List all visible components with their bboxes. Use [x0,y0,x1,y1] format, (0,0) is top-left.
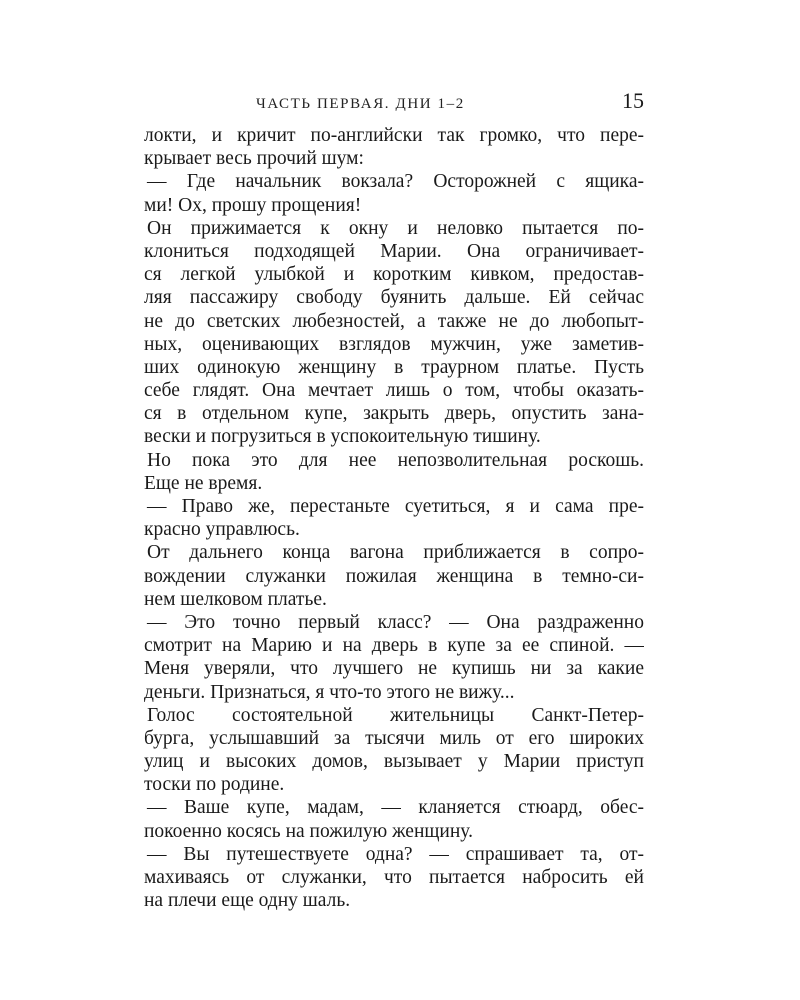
text-line: ляя пассажиру свободу буянить дальше. Ей сейчас [144,287,644,309]
text-line: крывает весь прочий шум: [144,148,364,170]
text-line: От дальнего конца вагона приближается в сопро- [147,542,644,564]
text-line: махиваясь от служанки, что пытается набросить ей [144,867,644,888]
text-line: — Ваше купе, мадам, — кланяется стюард, обес- [147,797,644,819]
text-line: вески и погрузиться в успокоительную тишину. [144,426,541,448]
text-line: — Это точно первый класс? — Она раздраженно [147,611,644,633]
text-line: Но пока это для нее непозволительная роскошь. [147,449,644,471]
text-line: Голос состоятельной жительницы Санкт-Петер- [147,704,644,726]
text-line: — Где начальник вокзала? Осторожней с ящика- [147,171,644,193]
text-line: ся в отдельном купе, закрыть дверь, опустить зана- [144,403,644,425]
text-line: локти, и кричит по-английски так громко, что пере- [144,125,644,146]
text-line: деньги. Признаться, я что-то этого не вижу... [144,681,515,703]
text-line: улиц и высоких домов, вызывает у Марии приступ [144,751,644,773]
text-line: бурга, услышавший за тысячи миль от его широких [144,727,644,749]
text-line: тоски по родине. [144,774,285,796]
running-head: ЧАСТЬ ПЕРВАЯ. ДНИ 1–2 [256,96,465,112]
body-text [144,124,644,912]
text-line: Он прижимается к окну и неловко пытается по- [147,217,644,239]
text-line: клониться подходящей Марии. Она ограничивает- [144,240,644,262]
text-line: Меня уверяли, что лучшего не купишь ни за какие [144,658,644,680]
text-line: Еще не время. [144,472,263,494]
text-line: покоенно косясь на пожилую женщину. [144,820,473,842]
text-line: не до светских любезностей, а также не до любопыт- [144,310,644,332]
text-line: себе глядят. Она мечтает лишь о том, чтобы оказать- [144,380,644,402]
text-line: — Вы путешествуете одна? — спрашивает та, от- [147,843,644,865]
text-line: смотрит на Марию и на дверь в купе за ее спиной. — [144,635,644,657]
text-line: — Право же, перестаньте суетиться, я и сама пре- [147,496,644,517]
text-line: красно управлюсь. [144,519,300,541]
text-line: на плечи еще одну шаль. [144,890,351,912]
text-line: ших одинокую женщину в траурном платье. Пусть [144,356,644,378]
text-line: вождении служанки пожилая женщина в темно-си- [144,565,644,587]
text-line: ся легкой улыбкой и коротким кивком, предостав- [144,264,644,286]
text-line: ных, оценивающих взглядов мужчин, уже заметив- [144,333,644,355]
text-line: нем шелковом платье. [144,588,327,610]
page-number: 15 [622,88,644,113]
text-line: ми! Ох, прошу прощения! [144,194,362,216]
